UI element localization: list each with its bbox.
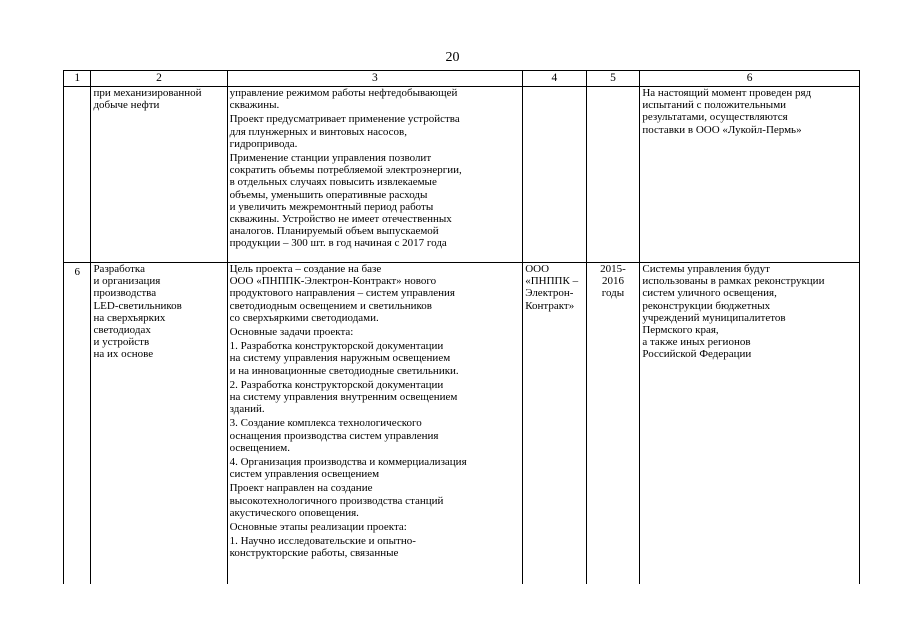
header-col-2: 2 bbox=[91, 71, 227, 87]
description-paragraph: Проект направлен на создание высокотехнологичного производства станций акустического оповещения. bbox=[229, 482, 444, 519]
period-cell bbox=[586, 87, 640, 263]
project-description-cell bbox=[227, 87, 523, 263]
description-paragraph: 2. Разработка конструкторской документации на систему управления внутренним освещением зданий. bbox=[229, 378, 458, 416]
description-paragraph: управление режимом работы нефтедобывающей скважины. bbox=[229, 87, 458, 112]
header-col-4: 4 bbox=[523, 71, 586, 87]
description-paragraph: Основные этапы реализации проекта: bbox=[229, 521, 407, 534]
description-paragraph: Применение станции управления позволит сократить объемы потребляемой электроэнергии, в отдельных случаях повысить извлекаемые объемы, уменьшить оперативные расходы и увеличить межремонтный период работы скважины. Устройство не имеет отечественных аналогов. Планируемый объем выпускаемой продукции – 300 шт. в год начиная с 2017 года bbox=[229, 152, 462, 250]
project-name-cell: Разработка и организация производства LED-светильников на сверхъярких светодиодах и устройств на их основе bbox=[91, 263, 227, 585]
description-paragraph: Основные задачи проекта: bbox=[229, 326, 354, 339]
header-col-5: 5 bbox=[586, 71, 640, 87]
projects-table bbox=[63, 70, 860, 584]
description-paragraph: 4. Организация производства и коммерциализация систем управления освещением bbox=[229, 456, 467, 481]
table-header-row bbox=[64, 71, 860, 87]
executor-cell: ООО «ПНППК – Электрон- Контракт» bbox=[523, 263, 586, 585]
header-col-3: 3 bbox=[227, 71, 523, 87]
row-number-cell: 6 bbox=[64, 263, 91, 585]
description-paragraph: Цель проекта – создание на базе ООО «ПНППК-Электрон-Контракт» нового продуктового направления – систем управления светодиодным освещением и светильников со сверхъяркими светодиодами. bbox=[229, 263, 455, 324]
description-paragraph: 3. Создание комплекса технологического оснащения производства систем управления освещением. bbox=[229, 417, 439, 454]
period-cell: 2015- 2016 годы bbox=[586, 263, 640, 585]
header-col-1: 1 bbox=[64, 71, 91, 87]
header-col-6: 6 bbox=[640, 71, 860, 87]
project-name-cell: при механизированной добыче нефти bbox=[91, 87, 227, 263]
row-number-cell bbox=[64, 87, 91, 263]
executor-cell bbox=[523, 87, 586, 263]
result-cell: Системы управления будут использованы в рамках реконструкции систем уличного освещения, реконструкции бюджетных учреждений муниципалитетов Пермского края, а также иных регионов Российской Федерации bbox=[640, 263, 860, 585]
table-row bbox=[64, 87, 860, 263]
result-cell: На настоящий момент проведен ряд испытаний с положительными результатами, осуществляются поставки в ООО «Лукойл-Пермь» bbox=[640, 87, 860, 263]
table-row bbox=[64, 263, 860, 585]
page-number: 20 bbox=[445, 50, 460, 65]
description-paragraph: 1. Разработка конструкторской документации на систему управления наружным освещением и на инновационные светодиодные светильники. bbox=[229, 340, 459, 377]
description-paragraph: 1. Научно исследовательские и опытно- конструкторские работы, связанные bbox=[229, 535, 416, 560]
project-description-cell bbox=[227, 263, 523, 585]
description-paragraph: Проект предусматривает применение устройства для плунжерных и винтовых насосов, гидропривода. bbox=[229, 113, 460, 150]
